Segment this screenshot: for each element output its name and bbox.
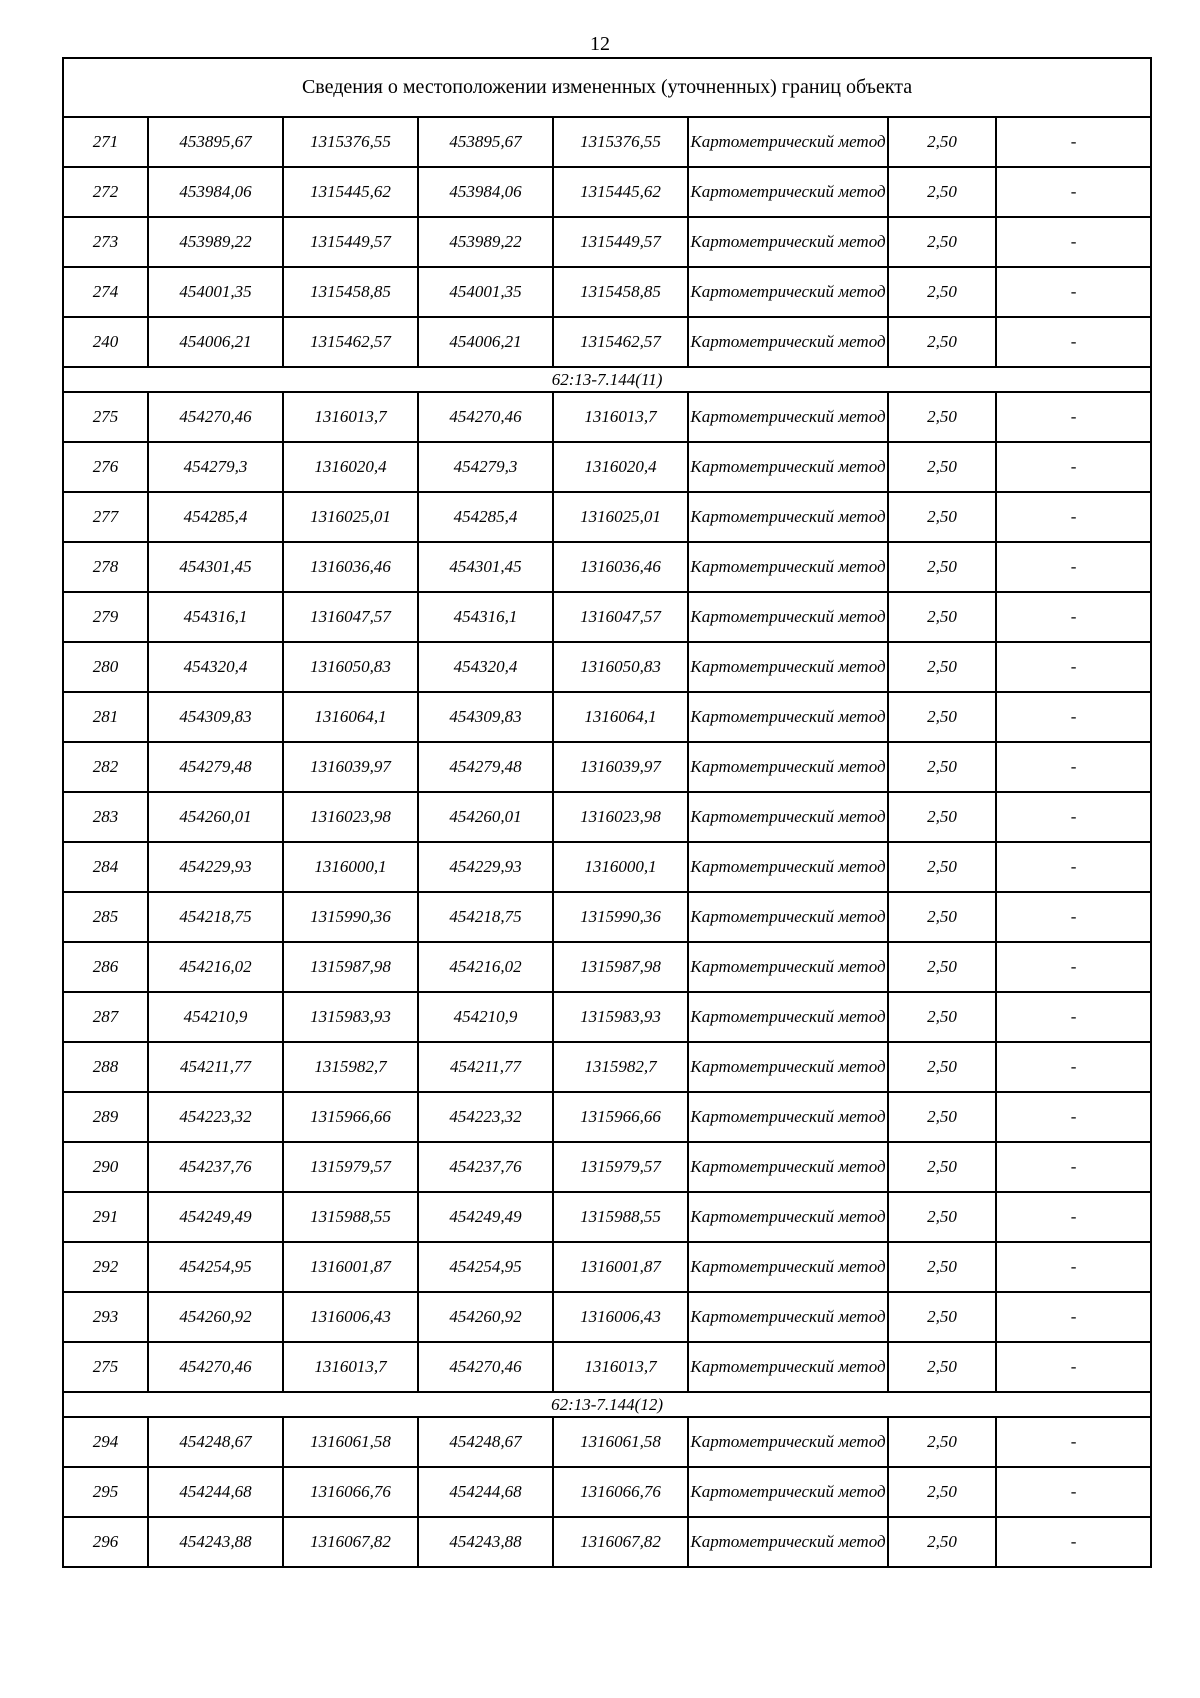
method-text: Картометрический метод <box>690 1157 886 1176</box>
existing-y-cell: 1316061,58 <box>283 1417 418 1467</box>
description-cell: - <box>996 1342 1151 1392</box>
accuracy-cell: 2,50 <box>888 442 996 492</box>
method-cell <box>688 892 888 942</box>
new-y-cell: 1316039,97 <box>553 742 688 792</box>
new-x-cell: 454243,88 <box>418 1517 553 1567</box>
table-row <box>63 317 1151 367</box>
point-number-cell: 294 <box>63 1417 148 1467</box>
description-cell: - <box>996 1292 1151 1342</box>
description-cell: - <box>996 217 1151 267</box>
existing-y-cell: 1315987,98 <box>283 942 418 992</box>
method-cell <box>688 217 888 267</box>
accuracy-cell: 2,50 <box>888 692 996 742</box>
description-cell: - <box>996 1192 1151 1242</box>
new-y-cell: 1315449,57 <box>553 217 688 267</box>
section-row <box>63 367 1151 392</box>
table-row <box>63 1467 1151 1517</box>
method-text: Картометрический метод <box>690 1357 886 1376</box>
existing-y-cell: 1315966,66 <box>283 1092 418 1142</box>
new-x-cell: 454254,95 <box>418 1242 553 1292</box>
point-number-cell: 271 <box>63 117 148 167</box>
existing-x-cell: 454309,83 <box>148 692 283 742</box>
existing-y-cell: 1316025,01 <box>283 492 418 542</box>
existing-x-cell: 453895,67 <box>148 117 283 167</box>
new-x-cell: 453984,06 <box>418 167 553 217</box>
point-number-cell: 277 <box>63 492 148 542</box>
method-text: Картометрический метод <box>690 757 886 776</box>
table-row <box>63 1192 1151 1242</box>
method-cell <box>688 442 888 492</box>
point-number-cell: 275 <box>63 392 148 442</box>
existing-y-cell: 1316006,43 <box>283 1292 418 1342</box>
table-row <box>63 442 1151 492</box>
new-y-cell: 1315990,36 <box>553 892 688 942</box>
table-row <box>63 1342 1151 1392</box>
point-number-cell: 279 <box>63 592 148 642</box>
new-x-cell: 454249,49 <box>418 1192 553 1242</box>
accuracy-cell: 2,50 <box>888 1467 996 1517</box>
method-cell <box>688 392 888 442</box>
method-text: Картометрический метод <box>690 1057 886 1076</box>
existing-y-cell: 1315979,57 <box>283 1142 418 1192</box>
existing-y-cell: 1315376,55 <box>283 117 418 167</box>
new-x-cell: 453895,67 <box>418 117 553 167</box>
accuracy-cell: 2,50 <box>888 1042 996 1092</box>
existing-x-cell: 454248,67 <box>148 1417 283 1467</box>
accuracy-cell: 2,50 <box>888 842 996 892</box>
description-cell: - <box>996 942 1151 992</box>
accuracy-cell: 2,50 <box>888 217 996 267</box>
new-y-cell: 1316000,1 <box>553 842 688 892</box>
existing-y-cell: 1316050,83 <box>283 642 418 692</box>
new-x-cell: 454301,45 <box>418 542 553 592</box>
table-row <box>63 1292 1151 1342</box>
existing-y-cell: 1316020,4 <box>283 442 418 492</box>
description-cell: - <box>996 1242 1151 1292</box>
method-text: Картометрический метод <box>690 807 886 826</box>
table-row <box>63 217 1151 267</box>
description-cell: - <box>996 317 1151 367</box>
description-cell: - <box>996 1042 1151 1092</box>
existing-y-cell: 1316013,7 <box>283 392 418 442</box>
new-x-cell: 454270,46 <box>418 1342 553 1392</box>
description-cell: - <box>996 267 1151 317</box>
method-text: Картометрический метод <box>690 407 886 426</box>
existing-x-cell: 454260,92 <box>148 1292 283 1342</box>
point-number-cell: 295 <box>63 1467 148 1517</box>
table-row <box>63 692 1151 742</box>
description-cell: - <box>996 792 1151 842</box>
new-y-cell: 1316064,1 <box>553 692 688 742</box>
new-x-cell: 454285,4 <box>418 492 553 542</box>
table-row <box>63 1042 1151 1092</box>
new-y-cell: 1316020,4 <box>553 442 688 492</box>
description-cell: - <box>996 117 1151 167</box>
new-y-cell: 1315987,98 <box>553 942 688 992</box>
new-x-cell: 454223,32 <box>418 1092 553 1142</box>
description-cell: - <box>996 1142 1151 1192</box>
point-number-cell: 288 <box>63 1042 148 1092</box>
table-row <box>63 492 1151 542</box>
existing-y-cell: 1315458,85 <box>283 267 418 317</box>
method-text: Картометрический метод <box>690 657 886 676</box>
method-cell <box>688 1292 888 1342</box>
description-cell: - <box>996 492 1151 542</box>
existing-y-cell: 1315445,62 <box>283 167 418 217</box>
existing-x-cell: 454249,49 <box>148 1192 283 1242</box>
point-number-cell: 293 <box>63 1292 148 1342</box>
page-number: 12 <box>590 33 610 55</box>
accuracy-cell: 2,50 <box>888 1192 996 1242</box>
description-cell: - <box>996 167 1151 217</box>
table-row <box>63 117 1151 167</box>
existing-y-cell: 1315988,55 <box>283 1192 418 1242</box>
existing-x-cell: 454229,93 <box>148 842 283 892</box>
point-number-cell: 274 <box>63 267 148 317</box>
table-row <box>63 942 1151 992</box>
accuracy-cell: 2,50 <box>888 542 996 592</box>
table-row <box>63 792 1151 842</box>
new-y-cell: 1316066,76 <box>553 1467 688 1517</box>
method-cell <box>688 1042 888 1092</box>
table-row <box>63 892 1151 942</box>
existing-y-cell: 1315990,36 <box>283 892 418 942</box>
existing-x-cell: 454301,45 <box>148 542 283 592</box>
accuracy-cell: 2,50 <box>888 1242 996 1292</box>
table-title: Сведения о местоположении измененных (уточненных) границ объекта <box>63 58 1151 117</box>
new-x-cell: 454218,75 <box>418 892 553 942</box>
new-y-cell: 1316013,7 <box>553 1342 688 1392</box>
existing-x-cell: 454211,77 <box>148 1042 283 1092</box>
table-title-row <box>63 58 1151 117</box>
description-cell: - <box>996 1417 1151 1467</box>
new-y-cell: 1316006,43 <box>553 1292 688 1342</box>
new-x-cell: 454229,93 <box>418 842 553 892</box>
point-number-cell: 286 <box>63 942 148 992</box>
new-x-cell: 454270,46 <box>418 392 553 442</box>
table-row <box>63 742 1151 792</box>
method-cell <box>688 1467 888 1517</box>
method-cell <box>688 492 888 542</box>
description-cell: - <box>996 692 1151 742</box>
existing-x-cell: 454254,95 <box>148 1242 283 1292</box>
point-number-cell: 291 <box>63 1192 148 1242</box>
accuracy-cell: 2,50 <box>888 792 996 842</box>
point-number-cell: 296 <box>63 1517 148 1567</box>
new-x-cell: 454279,3 <box>418 442 553 492</box>
existing-y-cell: 1316039,97 <box>283 742 418 792</box>
existing-x-cell: 454270,46 <box>148 392 283 442</box>
method-cell <box>688 1517 888 1567</box>
new-y-cell: 1316036,46 <box>553 542 688 592</box>
point-number-cell: 284 <box>63 842 148 892</box>
method-text: Картометрический метод <box>690 457 886 476</box>
new-y-cell: 1315376,55 <box>553 117 688 167</box>
table-row <box>63 1417 1151 1467</box>
new-x-cell: 454210,9 <box>418 992 553 1042</box>
method-text: Картометрический метод <box>690 557 886 576</box>
existing-x-cell: 454210,9 <box>148 992 283 1042</box>
table-row <box>63 1092 1151 1142</box>
new-x-cell: 454279,48 <box>418 742 553 792</box>
new-y-cell: 1315983,93 <box>553 992 688 1042</box>
new-y-cell: 1315445,62 <box>553 167 688 217</box>
method-cell <box>688 642 888 692</box>
new-y-cell: 1316047,57 <box>553 592 688 642</box>
description-cell: - <box>996 992 1151 1042</box>
existing-y-cell: 1316064,1 <box>283 692 418 742</box>
boundary-coordinates-table <box>62 57 1152 1568</box>
method-cell <box>688 592 888 642</box>
method-cell <box>688 317 888 367</box>
accuracy-cell: 2,50 <box>888 892 996 942</box>
table-body <box>63 58 1151 1567</box>
accuracy-cell: 2,50 <box>888 167 996 217</box>
description-cell: - <box>996 1092 1151 1142</box>
accuracy-cell: 2,50 <box>888 992 996 1042</box>
point-number-cell: 292 <box>63 1242 148 1292</box>
existing-x-cell: 454260,01 <box>148 792 283 842</box>
new-y-cell: 1316023,98 <box>553 792 688 842</box>
table-row <box>63 592 1151 642</box>
existing-x-cell: 454279,48 <box>148 742 283 792</box>
method-text: Картометрический метод <box>690 232 886 251</box>
section-title: 62:13-7.144(12) <box>63 1392 1151 1417</box>
table-row <box>63 642 1151 692</box>
new-x-cell: 454320,4 <box>418 642 553 692</box>
method-cell <box>688 167 888 217</box>
new-x-cell: 454001,35 <box>418 267 553 317</box>
existing-x-cell: 454223,32 <box>148 1092 283 1142</box>
table-row <box>63 542 1151 592</box>
existing-y-cell: 1315982,7 <box>283 1042 418 1092</box>
existing-y-cell: 1316066,76 <box>283 1467 418 1517</box>
method-cell <box>688 1342 888 1392</box>
new-x-cell: 454248,67 <box>418 1417 553 1467</box>
accuracy-cell: 2,50 <box>888 392 996 442</box>
method-text: Картометрический метод <box>690 1007 886 1026</box>
existing-x-cell: 454279,3 <box>148 442 283 492</box>
method-text: Картометрический метод <box>690 707 886 726</box>
new-y-cell: 1316067,82 <box>553 1517 688 1567</box>
existing-x-cell: 453989,22 <box>148 217 283 267</box>
existing-x-cell: 454270,46 <box>148 1342 283 1392</box>
method-cell <box>688 1417 888 1467</box>
method-text: Картометрический метод <box>690 1257 886 1276</box>
method-cell <box>688 742 888 792</box>
new-x-cell: 454216,02 <box>418 942 553 992</box>
accuracy-cell: 2,50 <box>888 117 996 167</box>
new-x-cell: 454211,77 <box>418 1042 553 1092</box>
method-text: Картометрический метод <box>690 132 886 151</box>
method-cell <box>688 1242 888 1292</box>
point-number-cell: 282 <box>63 742 148 792</box>
accuracy-cell: 2,50 <box>888 1142 996 1192</box>
existing-x-cell: 454244,68 <box>148 1467 283 1517</box>
existing-y-cell: 1316036,46 <box>283 542 418 592</box>
existing-y-cell: 1316001,87 <box>283 1242 418 1292</box>
table-row <box>63 1517 1151 1567</box>
new-y-cell: 1315966,66 <box>553 1092 688 1142</box>
new-x-cell: 454237,76 <box>418 1142 553 1192</box>
method-text: Картометрический метод <box>690 857 886 876</box>
method-cell <box>688 267 888 317</box>
existing-x-cell: 454006,21 <box>148 317 283 367</box>
new-y-cell: 1315979,57 <box>553 1142 688 1192</box>
accuracy-cell: 2,50 <box>888 1292 996 1342</box>
method-text: Картометрический метод <box>690 1482 886 1501</box>
new-y-cell: 1316013,7 <box>553 392 688 442</box>
point-number-cell: 240 <box>63 317 148 367</box>
existing-x-cell: 454237,76 <box>148 1142 283 1192</box>
point-number-cell: 283 <box>63 792 148 842</box>
accuracy-cell: 2,50 <box>888 592 996 642</box>
method-text: Картометрический метод <box>690 282 886 301</box>
accuracy-cell: 2,50 <box>888 267 996 317</box>
description-cell: - <box>996 442 1151 492</box>
table-row <box>63 992 1151 1042</box>
accuracy-cell: 2,50 <box>888 1417 996 1467</box>
existing-x-cell: 454316,1 <box>148 592 283 642</box>
existing-x-cell: 454320,4 <box>148 642 283 692</box>
point-number-cell: 278 <box>63 542 148 592</box>
existing-y-cell: 1315983,93 <box>283 992 418 1042</box>
description-cell: - <box>996 1517 1151 1567</box>
existing-x-cell: 454285,4 <box>148 492 283 542</box>
existing-x-cell: 454218,75 <box>148 892 283 942</box>
accuracy-cell: 2,50 <box>888 1342 996 1392</box>
existing-x-cell: 454243,88 <box>148 1517 283 1567</box>
accuracy-cell: 2,50 <box>888 1517 996 1567</box>
method-text: Картометрический метод <box>690 957 886 976</box>
accuracy-cell: 2,50 <box>888 742 996 792</box>
existing-x-cell: 454216,02 <box>148 942 283 992</box>
method-cell <box>688 1192 888 1242</box>
table-row <box>63 1142 1151 1192</box>
description-cell: - <box>996 592 1151 642</box>
method-text: Картометрический метод <box>690 1432 886 1451</box>
existing-y-cell: 1316067,82 <box>283 1517 418 1567</box>
existing-y-cell: 1315449,57 <box>283 217 418 267</box>
point-number-cell: 281 <box>63 692 148 742</box>
table-row <box>63 1242 1151 1292</box>
new-x-cell: 454260,01 <box>418 792 553 842</box>
description-cell: - <box>996 642 1151 692</box>
table-row <box>63 392 1151 442</box>
new-x-cell: 454309,83 <box>418 692 553 742</box>
description-cell: - <box>996 892 1151 942</box>
existing-x-cell: 454001,35 <box>148 267 283 317</box>
accuracy-cell: 2,50 <box>888 942 996 992</box>
method-text: Картометрический метод <box>690 607 886 626</box>
point-number-cell: 290 <box>63 1142 148 1192</box>
accuracy-cell: 2,50 <box>888 1092 996 1142</box>
accuracy-cell: 2,50 <box>888 317 996 367</box>
method-text: Картометрический метод <box>690 507 886 526</box>
method-text: Картометрический метод <box>690 332 886 351</box>
existing-y-cell: 1316047,57 <box>283 592 418 642</box>
new-x-cell: 453989,22 <box>418 217 553 267</box>
existing-y-cell: 1316023,98 <box>283 792 418 842</box>
method-text: Картометрический метод <box>690 1307 886 1326</box>
table-row <box>63 842 1151 892</box>
method-text: Картометрический метод <box>690 1107 886 1126</box>
method-cell <box>688 1142 888 1192</box>
table-row <box>63 267 1151 317</box>
new-y-cell: 1315982,7 <box>553 1042 688 1092</box>
method-cell <box>688 792 888 842</box>
method-cell <box>688 842 888 892</box>
new-x-cell: 454316,1 <box>418 592 553 642</box>
section-row <box>63 1392 1151 1417</box>
existing-y-cell: 1316013,7 <box>283 1342 418 1392</box>
point-number-cell: 272 <box>63 167 148 217</box>
new-x-cell: 454244,68 <box>418 1467 553 1517</box>
description-cell: - <box>996 842 1151 892</box>
table-row <box>63 167 1151 217</box>
method-text: Картометрический метод <box>690 182 886 201</box>
point-number-cell: 276 <box>63 442 148 492</box>
method-cell <box>688 1092 888 1142</box>
description-cell: - <box>996 542 1151 592</box>
method-text: Картометрический метод <box>690 907 886 926</box>
method-cell <box>688 692 888 742</box>
new-y-cell: 1316050,83 <box>553 642 688 692</box>
new-x-cell: 454260,92 <box>418 1292 553 1342</box>
existing-x-cell: 453984,06 <box>148 167 283 217</box>
existing-y-cell: 1316000,1 <box>283 842 418 892</box>
accuracy-cell: 2,50 <box>888 642 996 692</box>
description-cell: - <box>996 1467 1151 1517</box>
method-text: Картометрический метод <box>690 1207 886 1226</box>
method-cell <box>688 542 888 592</box>
point-number-cell: 273 <box>63 217 148 267</box>
accuracy-cell: 2,50 <box>888 492 996 542</box>
new-y-cell: 1315458,85 <box>553 267 688 317</box>
point-number-cell: 275 <box>63 1342 148 1392</box>
new-y-cell: 1316061,58 <box>553 1417 688 1467</box>
point-number-cell: 285 <box>63 892 148 942</box>
point-number-cell: 287 <box>63 992 148 1042</box>
description-cell: - <box>996 392 1151 442</box>
new-y-cell: 1316025,01 <box>553 492 688 542</box>
section-title: 62:13-7.144(11) <box>63 367 1151 392</box>
new-y-cell: 1315988,55 <box>553 1192 688 1242</box>
method-text: Картометрический метод <box>690 1532 886 1551</box>
method-cell <box>688 942 888 992</box>
new-x-cell: 454006,21 <box>418 317 553 367</box>
existing-y-cell: 1315462,57 <box>283 317 418 367</box>
method-cell <box>688 117 888 167</box>
point-number-cell: 289 <box>63 1092 148 1142</box>
point-number-cell: 280 <box>63 642 148 692</box>
new-y-cell: 1316001,87 <box>553 1242 688 1292</box>
method-cell <box>688 992 888 1042</box>
description-cell: - <box>996 742 1151 792</box>
new-y-cell: 1315462,57 <box>553 317 688 367</box>
